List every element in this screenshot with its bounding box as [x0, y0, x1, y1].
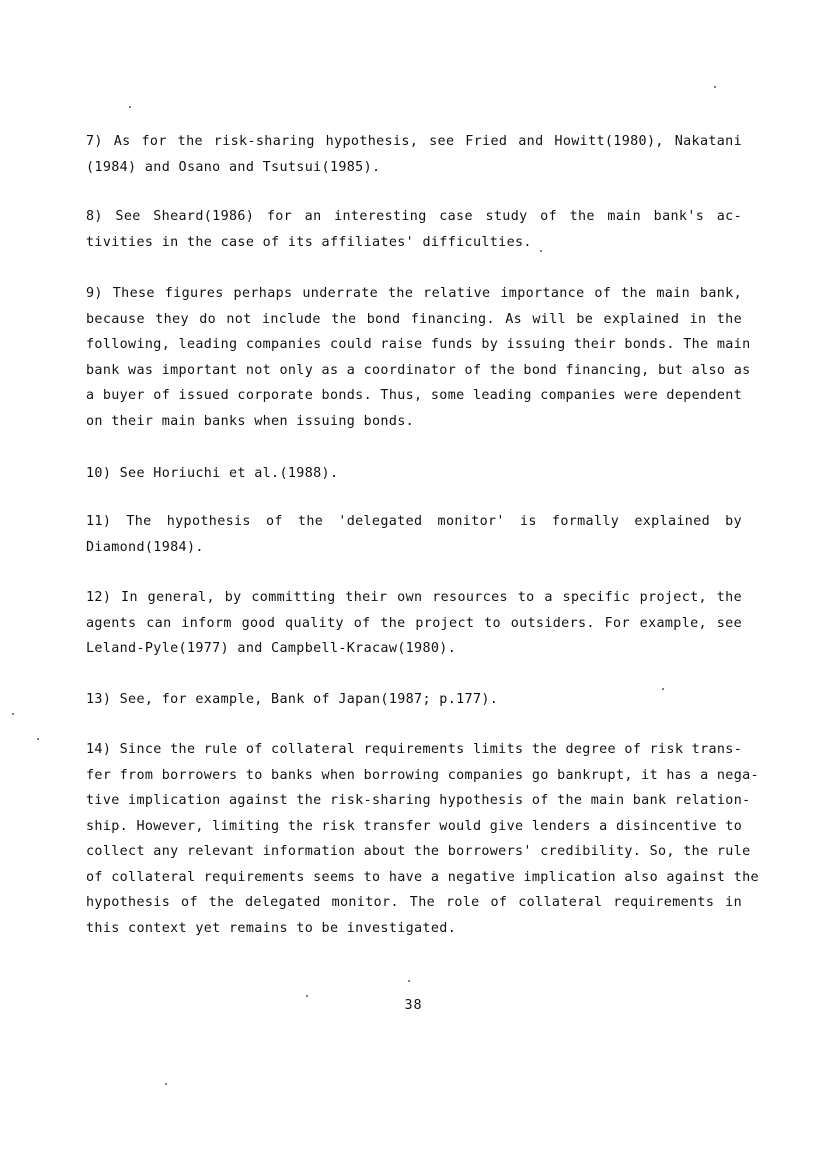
footnote-12: [86, 585, 742, 662]
footnote-line: tivities in the case of its affiliates' difficulties.: [86, 234, 532, 250]
footnote-line: fer from borrowers to banks when borrowing companies go bankrupt, it has a nega-: [86, 767, 759, 783]
footnote-line: 10) See Horiuchi et al.(1988).: [86, 466, 339, 481]
footnote-line: 7) As for the risk-sharing hypothesis, see Fried and Howitt(1980), Nakatani: [86, 134, 742, 149]
footnote-line: collect any relevant information about the borrowers' credibility. So, the rule: [86, 844, 751, 859]
scan-speck: [408, 980, 410, 982]
scan-speck: [714, 86, 716, 88]
footnote-line: 13) See, for example, Bank of Japan(1987; p.177).: [86, 692, 499, 707]
footnote-9: [86, 281, 751, 434]
scan-speck: [306, 995, 308, 997]
scan-speck: [12, 713, 14, 715]
footnote-line: 8) See Sheard(1986) for an interesting case study of the main bank's ac-: [86, 209, 742, 224]
footnote-11: [86, 509, 742, 560]
footnote-10: [86, 461, 742, 487]
footnote-line: 14) Since the rule of collateral requirements limits the degree of risk trans-: [86, 742, 743, 757]
footnote-line: agents can inform good quality of the project to outsiders. For example, see: [86, 615, 742, 631]
scan-speck: [165, 1083, 167, 1085]
scan-speck: [540, 250, 542, 252]
footnote-line: 11) The hypothesis of the 'delegated monitor' is formally explained by: [86, 514, 742, 529]
footnote-line: (1984) and Osano and Tsutsui(1985).: [86, 159, 381, 175]
footnote-line: bank was important not only as a coordinator of the bond financing, but also as: [86, 362, 751, 378]
footnote-line: Diamond(1984).: [86, 539, 204, 555]
footnote-line: a buyer of issued corporate bonds. Thus, some leading companies were dependent: [86, 388, 743, 403]
footnote-line: 9) These figures perhaps underrate the relative importance of the main bank,: [86, 286, 742, 301]
footnote-line: tive implication against the risk-sharing hypothesis of the main bank relation-: [86, 793, 751, 808]
footnote-7: [86, 129, 742, 180]
footnote-line: this context yet remains to be investigated.: [86, 920, 457, 936]
footnote-line: ship. However, limiting the risk transfer would give lenders a disincentive to: [86, 818, 743, 834]
footnote-line: because they do not include the bond financing. As will be explained in the: [86, 311, 742, 327]
footnote-line: on their main banks when issuing bonds.: [86, 413, 415, 429]
footnote-line: of collateral requirements seems to have a negative implication also against the: [86, 869, 759, 885]
footnote-line: hypothesis of the delegated monitor. The role of collateral requirements in: [86, 895, 742, 910]
footnote-14: [86, 737, 759, 941]
page-number: 38: [404, 998, 423, 1013]
footnote-13: [86, 687, 742, 713]
scan-speck: [129, 106, 131, 108]
scan-speck: [37, 738, 39, 740]
footnote-8: [86, 204, 742, 255]
footnote-line: Leland-Pyle(1977) and Campbell-Kracaw(1980).: [86, 641, 457, 656]
scan-speck: [662, 688, 664, 690]
footnote-line: 12) In general, by committing their own resources to a specific project, the: [86, 590, 742, 605]
footnote-line: following, leading companies could raise funds by issuing their bonds. The main: [86, 337, 751, 352]
